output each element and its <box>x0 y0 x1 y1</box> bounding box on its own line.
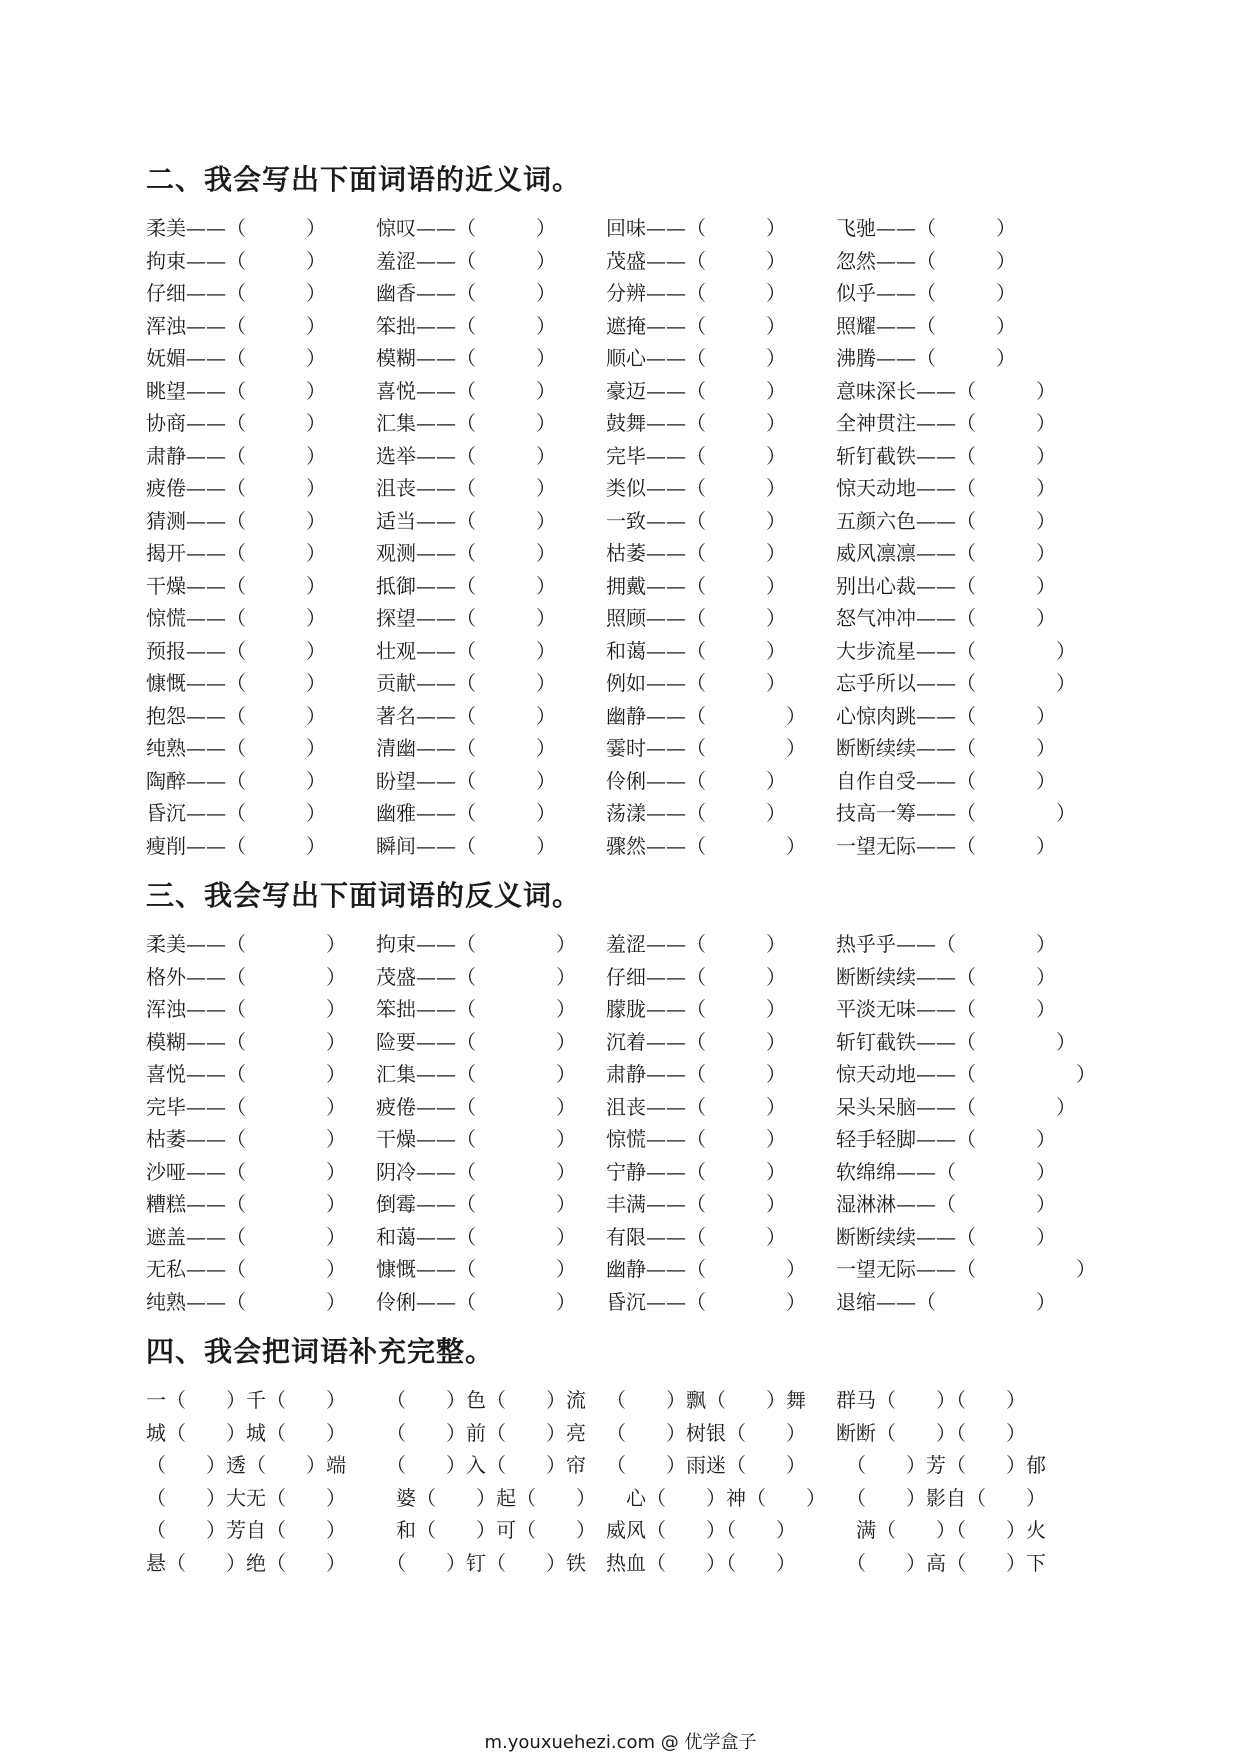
word-item: 照顾——（ ） <box>606 606 786 630</box>
word-item: 技高一筹——（ ） <box>836 801 1076 825</box>
word-item: 仔细——（ ） <box>606 964 786 989</box>
word-item: 汇集——（ ） <box>376 411 556 435</box>
word-item: 枯萎——（ ） <box>146 1127 346 1151</box>
word-item: 惊慌——（ ） <box>606 1127 786 1151</box>
word-item: 自作自受——（ ） <box>836 768 1056 793</box>
word-item: 抱怨——（ ） <box>146 703 326 728</box>
word-item: 斩钉截铁——（ ） <box>836 1029 1076 1054</box>
word-item: 惊天动地——（ ） <box>836 476 1056 500</box>
word-item: 枯萎——（ ） <box>606 541 786 565</box>
word-item: （ ）飘（ ）舞 <box>606 1388 806 1412</box>
word-item: 大步流星——（ ） <box>836 638 1076 663</box>
word-item: （ ）芳（ ）郁 <box>836 1453 1046 1477</box>
word-item: 慷慨——（ ） <box>146 671 326 695</box>
word-item: 笨拙——（ ） <box>376 313 556 338</box>
word-item: 幽静——（ ） <box>606 1257 806 1281</box>
word-item: 羞涩——（ ） <box>606 932 786 956</box>
word-item: 笨拙——（ ） <box>376 997 576 1021</box>
word-item: 群马（ ）（ ） <box>836 1388 1026 1412</box>
word-item: 退缩——（ ） <box>836 1289 1056 1314</box>
word-item: 浑浊——（ ） <box>146 313 326 338</box>
word-item: 惊天动地——（ ） <box>836 1062 1096 1086</box>
word-item: 霎时——（ ） <box>606 736 806 760</box>
word-item: 城（ ）城（ ） <box>146 1420 346 1445</box>
word-item: 抵御——（ ） <box>376 573 556 598</box>
word-item: 照耀——（ ） <box>836 313 1016 338</box>
word-item: 浑浊——（ ） <box>146 997 346 1021</box>
word-item: 肃静——（ ） <box>606 1062 786 1086</box>
word-item: 喜悦——（ ） <box>376 378 556 403</box>
word-item: 格外——（ ） <box>146 964 346 989</box>
word-item: 倒霉——（ ） <box>376 1192 576 1216</box>
word-item: 热血（ ）（ ） <box>606 1550 796 1575</box>
word-item: 一望无际——（ ） <box>836 1257 1096 1281</box>
word-item: 全神贯注——（ ） <box>836 411 1056 435</box>
word-item: 选举——（ ） <box>376 443 556 468</box>
word-item: （ ）大无（ ） <box>146 1485 346 1510</box>
word-item: 伶俐——（ ） <box>606 768 786 793</box>
word-item: 湿淋淋——（ ） <box>836 1192 1056 1216</box>
footer-watermark: m.youxuehezi.com @ 优学盒子 <box>484 1732 757 1753</box>
word-item: 断断续续——（ ） <box>836 964 1056 989</box>
word-item: 和蔼——（ ） <box>376 1224 576 1249</box>
word-item: 断断续续——（ ） <box>836 736 1056 760</box>
word-item: 平淡无味——（ ） <box>836 997 1056 1021</box>
word-item: 满（ ）（ ）火 <box>836 1518 1046 1542</box>
word-item: 惊叹——（ ） <box>376 216 556 240</box>
word-item: 瘦削——（ ） <box>146 833 326 858</box>
word-item: 呆头呆脑——（ ） <box>836 1094 1076 1119</box>
word-item: 五颜六色——（ ） <box>836 508 1056 533</box>
word-item: 悬（ ）绝（ ） <box>146 1550 346 1575</box>
word-item: 沉着——（ ） <box>606 1029 786 1054</box>
word-item: 沸腾——（ ） <box>836 346 1016 370</box>
word-item: 斩钉截铁——（ ） <box>836 443 1056 468</box>
word-item: 汇集——（ ） <box>376 1062 576 1086</box>
word-item: 茂盛——（ ） <box>376 964 576 989</box>
word-item: 热乎乎——（ ） <box>836 932 1056 956</box>
word-item: 心（ ）神（ ） <box>606 1485 826 1510</box>
word-item: 协商——（ ） <box>146 411 326 435</box>
word-item: 骤然——（ ） <box>606 833 806 858</box>
section-title-fill-words: 四、我会把词语补充完整。 <box>146 1335 495 1368</box>
word-item: 揭开——（ ） <box>146 541 326 565</box>
word-item: 险要——（ ） <box>376 1029 576 1054</box>
word-item: （ ）树银（ ） <box>606 1420 806 1445</box>
word-item: 和蔼——（ ） <box>606 638 786 663</box>
word-item: （ ）芳自（ ） <box>146 1518 346 1542</box>
word-item: 适当——（ ） <box>376 508 556 533</box>
word-item: 疲倦——（ ） <box>146 476 326 500</box>
word-item: 意味深长——（ ） <box>836 378 1056 403</box>
synonym-grid <box>146 212 1106 862</box>
word-item: 贡献——（ ） <box>376 671 556 695</box>
word-item: 完毕——（ ） <box>606 443 786 468</box>
word-item: 鼓舞——（ ） <box>606 411 786 435</box>
word-item: 眺望——（ ） <box>146 378 326 403</box>
word-item: 观测——（ ） <box>376 541 556 565</box>
word-item: 糟糕——（ ） <box>146 1192 346 1216</box>
word-item: 羞涩——（ ） <box>376 248 556 273</box>
word-item: 喜悦——（ ） <box>146 1062 346 1086</box>
word-item: 猜测——（ ） <box>146 508 326 533</box>
word-item: 探望——（ ） <box>376 606 556 630</box>
word-item: 瞬间——（ ） <box>376 833 556 858</box>
word-item: 干燥——（ ） <box>376 1127 576 1151</box>
word-item: （ ）前（ ）亮 <box>376 1420 586 1445</box>
section-title-antonyms: 三、我会写出下面词语的反义词。 <box>146 879 582 912</box>
word-item: 盼望——（ ） <box>376 768 556 793</box>
word-item: 断断续续——（ ） <box>836 1224 1056 1249</box>
word-item: 幽静——（ ） <box>606 703 806 728</box>
word-item: 模糊——（ ） <box>376 346 556 370</box>
word-item: 和（ ）可（ ） <box>376 1518 596 1542</box>
word-item: 柔美——（ ） <box>146 216 326 240</box>
word-item: 宁静——（ ） <box>606 1159 786 1184</box>
word-item: 顺心——（ ） <box>606 346 786 370</box>
word-item: 昏沉——（ ） <box>606 1289 806 1314</box>
word-item: （ ）色（ ）流 <box>376 1388 586 1412</box>
word-item: 幽香——（ ） <box>376 281 556 305</box>
word-item: 有限——（ ） <box>606 1224 786 1249</box>
word-item: 沙哑——（ ） <box>146 1159 346 1184</box>
word-item: 别出心裁——（ ） <box>836 573 1056 598</box>
section-fill-words <box>146 1332 1106 1579</box>
section-synonyms <box>146 160 1106 862</box>
word-item: 无私——（ ） <box>146 1257 346 1281</box>
word-item: 预报——（ ） <box>146 638 326 663</box>
word-item: 完毕——（ ） <box>146 1094 346 1119</box>
fill-words-grid <box>146 1384 1106 1579</box>
section-title-synonyms: 二、我会写出下面词语的近义词。 <box>146 163 582 196</box>
word-item: 朦胧——（ ） <box>606 997 786 1021</box>
antonym-grid <box>146 928 1106 1318</box>
word-item: 慷慨——（ ） <box>376 1257 576 1281</box>
word-item: 妩媚——（ ） <box>146 346 326 370</box>
word-item: 荡漾——（ ） <box>606 801 786 825</box>
word-item: 似乎——（ ） <box>836 281 1016 305</box>
word-item: 干燥——（ ） <box>146 573 326 598</box>
word-item: 茂盛——（ ） <box>606 248 786 273</box>
word-item: 威风凛凛——（ ） <box>836 541 1056 565</box>
word-item: 拘束——（ ） <box>376 932 576 956</box>
word-item: （ ）影自（ ） <box>836 1485 1046 1510</box>
word-item: 例如——（ ） <box>606 671 786 695</box>
word-item: 一（ ）千（ ） <box>146 1388 346 1412</box>
word-item: 柔美——（ ） <box>146 932 346 956</box>
word-item: 怒气冲冲——（ ） <box>836 606 1056 630</box>
word-item: 沮丧——（ ） <box>606 1094 786 1119</box>
word-item: 阴冷——（ ） <box>376 1159 576 1184</box>
section-antonyms <box>146 876 1106 1318</box>
word-item: 纯熟——（ ） <box>146 1289 346 1314</box>
word-item: 纯熟——（ ） <box>146 736 326 760</box>
word-item: 拥戴——（ ） <box>606 573 786 598</box>
word-item: 拘束——（ ） <box>146 248 326 273</box>
word-item: 回味——（ ） <box>606 216 786 240</box>
word-item: 仔细——（ ） <box>146 281 326 305</box>
word-item: 伶俐——（ ） <box>376 1289 576 1314</box>
word-item: 豪迈——（ ） <box>606 378 786 403</box>
word-item: 分辨——（ ） <box>606 281 786 305</box>
word-item: 疲倦——（ ） <box>376 1094 576 1119</box>
word-item: 陶醉——（ ） <box>146 768 326 793</box>
word-item: 肃静——（ ） <box>146 443 326 468</box>
word-item: 忽然——（ ） <box>836 248 1016 273</box>
word-item: 幽雅——（ ） <box>376 801 556 825</box>
word-item: 著名——（ ） <box>376 703 556 728</box>
word-item: 昏沉——（ ） <box>146 801 326 825</box>
word-item: （ ）透（ ）端 <box>146 1453 346 1477</box>
word-item: 婆（ ）起（ ） <box>376 1485 596 1510</box>
word-item: 壮观——（ ） <box>376 638 556 663</box>
word-item: 清幽——（ ） <box>376 736 556 760</box>
word-item: 模糊——（ ） <box>146 1029 346 1054</box>
word-item: 软绵绵——（ ） <box>836 1159 1056 1184</box>
word-item: 忘乎所以——（ ） <box>836 671 1076 695</box>
word-item: 丰满——（ ） <box>606 1192 786 1216</box>
word-item: 威风（ ）（ ） <box>606 1518 796 1542</box>
word-item: 心惊肉跳——（ ） <box>836 703 1056 728</box>
word-item: 遮盖——（ ） <box>146 1224 346 1249</box>
word-item: （ ）高（ ）下 <box>836 1550 1046 1575</box>
worksheet-page <box>146 160 1106 1579</box>
word-item: 轻手轻脚——（ ） <box>836 1127 1056 1151</box>
word-item: 一望无际——（ ） <box>836 833 1056 858</box>
word-item: 沮丧——（ ） <box>376 476 556 500</box>
word-item: （ ）雨迷（ ） <box>606 1453 806 1477</box>
word-item: （ ）入（ ）帘 <box>376 1453 586 1477</box>
word-item: 惊慌——（ ） <box>146 606 326 630</box>
word-item: 断断（ ）（ ） <box>836 1420 1026 1445</box>
word-item: （ ）钉（ ）铁 <box>376 1550 586 1575</box>
word-item: 类似——（ ） <box>606 476 786 500</box>
word-item: 一致——（ ） <box>606 508 786 533</box>
word-item: 遮掩——（ ） <box>606 313 786 338</box>
word-item: 飞驰——（ ） <box>836 216 1016 240</box>
